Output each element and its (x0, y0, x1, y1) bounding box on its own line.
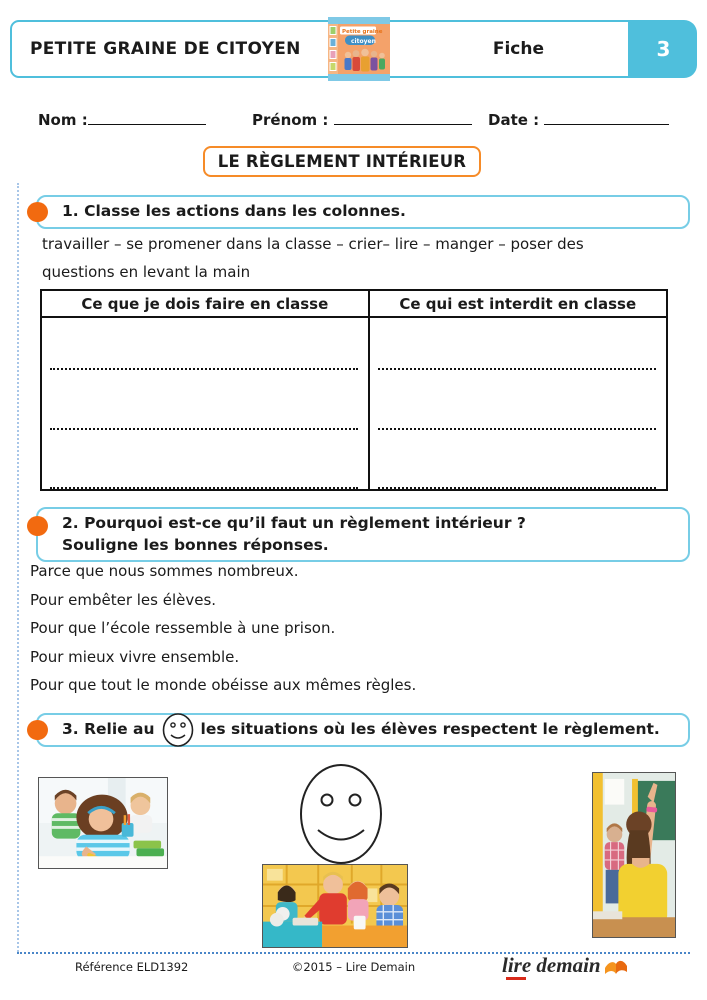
open-book-icon (603, 954, 629, 976)
orange-bullet-icon (27, 720, 48, 740)
exercise3-heading-box (36, 713, 690, 747)
date-field (488, 111, 669, 129)
actions-table (40, 289, 668, 491)
orange-bullet-icon (27, 202, 48, 222)
exercise2-options (30, 562, 670, 705)
nom-blank-line (88, 111, 206, 125)
answer-line (50, 428, 358, 430)
copyright: ©2015 – Lire Demain (291, 960, 416, 974)
exercise2-heading-box (36, 507, 690, 562)
table-cell-forbidden (370, 318, 666, 489)
option-item: Pour que tout le monde obéisse aux mêmes règles. (30, 676, 417, 694)
fiche-label: Fiche (492, 39, 544, 59)
header-title-box (10, 20, 630, 78)
photo-girl-raising-hand (592, 772, 676, 938)
smiley-face-icon (161, 712, 195, 748)
prenom-field (252, 111, 472, 129)
prenom-label: Prénom : (252, 111, 329, 129)
svg-text:Petite graine: Petite graine (342, 29, 383, 35)
photo-children-arguing-illustration (263, 865, 407, 947)
option-item: Parce que nous sommes nombreux. (30, 562, 299, 580)
table-header-forbidden: Ce qui est interdit en classe (370, 291, 666, 318)
exercise1-heading: 1. Classe les actions dans les colonnes. (62, 202, 406, 220)
exercise1-heading-box (36, 195, 690, 229)
svg-text:citoyen: citoyen (351, 38, 376, 45)
identity-row (0, 111, 707, 133)
option-item: Pour mieux vivre ensemble. (30, 647, 240, 666)
photo-girl-writing-illustration (39, 778, 167, 868)
worksheet-title: LE RÈGLEMENT INTÉRIEUR (203, 146, 481, 177)
reference-code: Référence ELD1392 (75, 960, 189, 974)
fiche-number-badge: 3 (630, 20, 697, 78)
book-cover-thumbnail (328, 17, 390, 81)
header (10, 20, 697, 78)
nom-label: Nom : (38, 111, 88, 129)
photo-children-arguing (262, 864, 408, 948)
option-item: Pour que l’école ressemble à une prison. (30, 619, 336, 637)
answer-line (378, 368, 656, 370)
nom-field (38, 111, 206, 129)
left-margin-guide (17, 183, 19, 952)
exercise1-word-bank: travailler – se promener dans la classe – crier– lire – manger – poser des questions en levant la main (42, 235, 584, 281)
publisher-logo-text: lire demain (502, 953, 601, 977)
smiley-face-target (299, 763, 383, 865)
exercise2-heading-line1: 2. Pourquoi est-ce qu’il faut un règlement intérieur ? (62, 514, 526, 532)
exercise2-heading-line2: Souligne les bonnes réponses. (62, 535, 329, 554)
orange-bullet-icon (27, 516, 48, 536)
table-cell-must-do (42, 318, 370, 489)
table-header-must-do: Ce que je dois faire en classe (42, 291, 370, 318)
date-blank-line (544, 111, 669, 125)
option-item: Pour embêter les élèves. (30, 590, 217, 609)
photo-girl-raising-hand-illustration (593, 773, 675, 937)
date-label: Date : (488, 111, 540, 129)
answer-line (378, 428, 656, 430)
photo-girl-writing (38, 777, 168, 869)
prenom-blank-line (334, 111, 472, 125)
collection-title: PETITE GRAINE DE CITOYEN (30, 39, 301, 59)
answer-line (50, 368, 358, 370)
publisher-logo-subtext-mark (506, 977, 526, 980)
book-cover-illustration (328, 17, 390, 81)
answer-line (378, 487, 656, 489)
answer-line (50, 487, 358, 489)
publisher-logo (502, 954, 629, 976)
exercise3-heading-suffix: les situations où les élèves respectent le règlement. (200, 720, 660, 739)
exercise3-heading-prefix: 3. Relie au (62, 720, 155, 739)
